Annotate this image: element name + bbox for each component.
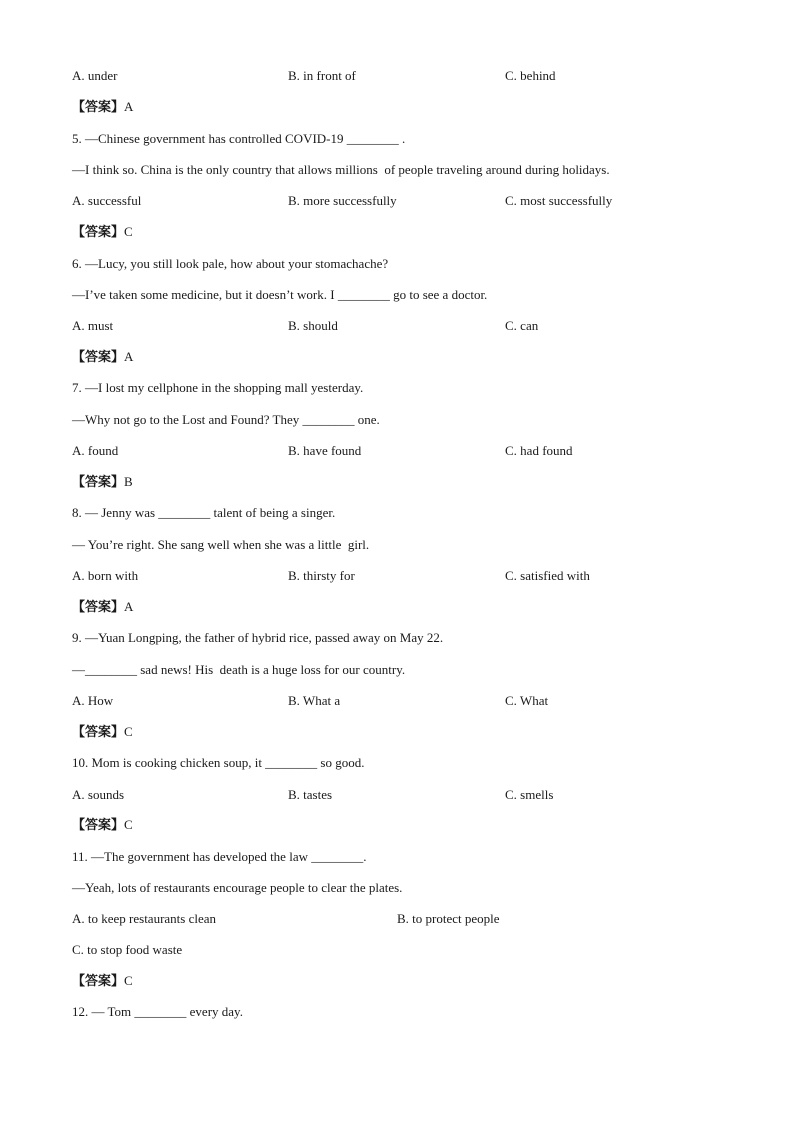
q6-option-a: A. must (72, 318, 114, 333)
answer-tag: 【答案】 (72, 350, 125, 365)
answer-tag: 【答案】 (72, 100, 125, 115)
q7-option-c: C. had found (505, 443, 573, 458)
answer-letter: A (124, 349, 134, 364)
q12-stem: 12. — Tom ________ every day. (72, 1004, 243, 1019)
q4-option-b: B. in front of (288, 68, 356, 83)
q11-stem: 11. —The government has developed the law ________. (72, 849, 367, 864)
answer-tag: 【答案】 (72, 725, 125, 740)
answer-letter: C (124, 817, 133, 832)
q10-option-c: C. smells (505, 787, 554, 802)
q4-option-c: C. behind (505, 68, 556, 83)
q8-answer (72, 599, 133, 616)
q8-stem: 8. — Jenny was ________ talent of being a singer. (72, 505, 336, 520)
q5-stem: 5. —Chinese government has controlled COVID-19 ________ . (72, 131, 406, 146)
q10-stem: 10. Mom is cooking chicken soup, it ________ so good. (72, 755, 365, 770)
answer-tag: 【答案】 (72, 974, 125, 989)
q9-option-c: C. What (505, 693, 549, 708)
q7-option-b: B. have found (288, 443, 362, 458)
q9-answer (72, 724, 133, 741)
answer-letter: C (124, 224, 133, 239)
q11-option-c: C. to stop food waste (72, 942, 183, 957)
q8-option-b: B. thirsty for (288, 568, 355, 583)
answer-tag: 【答案】 (72, 818, 125, 833)
q8-option-a: A. born with (72, 568, 139, 583)
answer-letter: A (124, 599, 134, 614)
q5-option-b: B. more successfully (288, 193, 397, 208)
answer-letter: B (124, 474, 133, 489)
q7-reply: —Why not go to the Lost and Found? They ________ one. (72, 412, 380, 427)
answer-letter: C (124, 973, 133, 988)
q9-reply: —________ sad news! His death is a huge loss for our country. (72, 662, 406, 677)
q10-option-a: A. sounds (72, 787, 125, 802)
q6-option-c: C. can (505, 318, 539, 333)
q6-option-b: B. should (288, 318, 338, 333)
q5-answer (72, 224, 133, 241)
q10-answer (72, 817, 133, 834)
q11-answer (72, 973, 133, 990)
q5-option-c: C. most successfully (505, 193, 613, 208)
q4-option-a: A. under (72, 68, 118, 83)
q8-option-c: C. satisfied with (505, 568, 590, 583)
q7-answer (72, 474, 133, 491)
q6-stem: 6. —Lucy, you still look pale, how about your stomachache? (72, 256, 389, 271)
q9-stem: 9. —Yuan Longping, the father of hybrid rice, passed away on May 22. (72, 630, 444, 645)
q4-answer (72, 99, 133, 116)
q9-option-a: A. How (72, 693, 114, 708)
answer-letter: A (124, 99, 134, 114)
answer-tag: 【答案】 (72, 600, 125, 615)
q8-reply: — You’re right. She sang well when she was a little girl. (72, 537, 370, 552)
q11-option-a: A. to keep restaurants clean (72, 911, 217, 926)
q6-reply: —I’ve taken some medicine, but it doesn’t work. I ________ go to see a doctor. (72, 287, 488, 302)
answer-tag: 【答案】 (72, 225, 125, 240)
q9-option-b: B. What a (288, 693, 341, 708)
q6-answer (72, 349, 133, 366)
q7-option-a: A. found (72, 443, 119, 458)
q5-reply: —I think so. China is the only country that allows millions of people traveling around during holidays. (72, 162, 610, 177)
answer-letter: C (124, 724, 133, 739)
q11-option-b: B. to protect people (397, 911, 500, 926)
q5-option-a: A. successful (72, 193, 142, 208)
q10-option-b: B. tastes (288, 787, 333, 802)
answer-tag: 【答案】 (72, 475, 125, 490)
q11-reply: —Yeah, lots of restaurants encourage people to clear the plates. (72, 880, 403, 895)
q7-stem: 7. —I lost my cellphone in the shopping mall yesterday. (72, 380, 364, 395)
